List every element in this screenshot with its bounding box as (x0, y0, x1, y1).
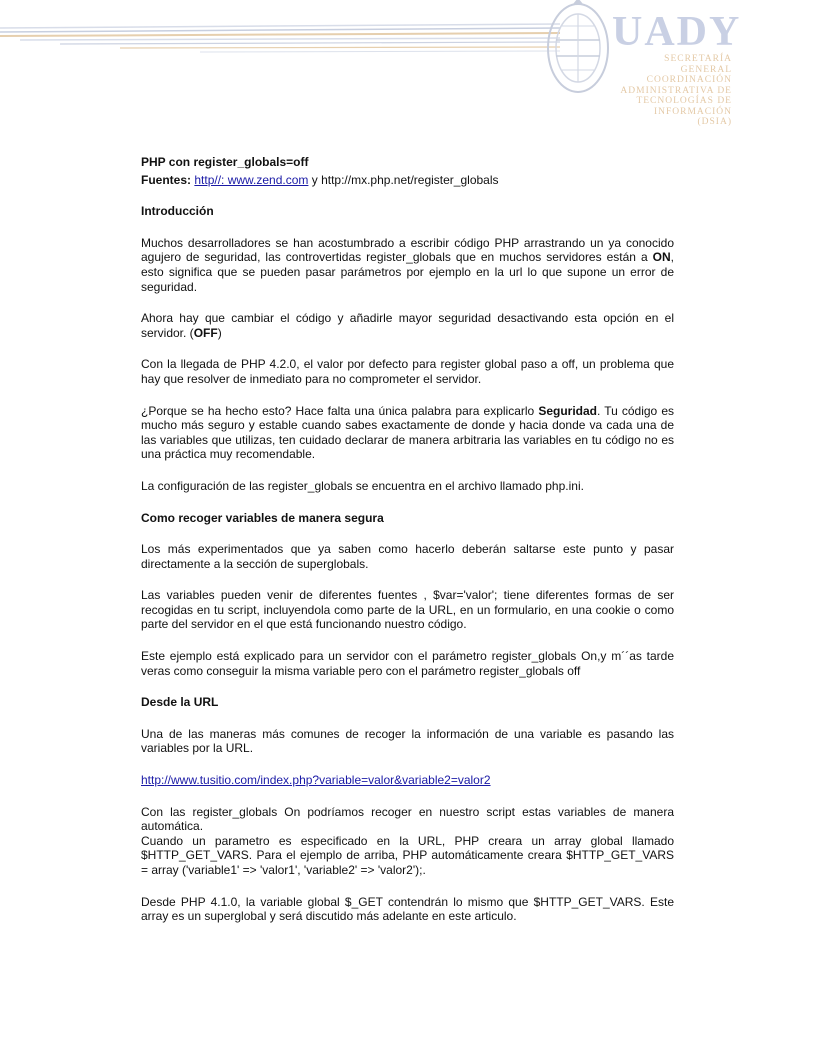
sources-label: Fuentes: (141, 172, 192, 187)
paragraph-text: ¿Porque se ha hecho esto? Hace falta una única palabra para explicarlo (141, 403, 539, 418)
paragraph: Con las register_globals On podríamos recoger en nuestro script estas variables de manera automática. (141, 804, 674, 834)
office-line: ADMINISTRATIVA DE (620, 85, 732, 96)
sources-line (141, 173, 674, 188)
example-url-link[interactable]: http://www.tusitio.com/index.php?variable=valor&variable2=valor2 (141, 773, 491, 788)
emphasis-seguridad: Seguridad (538, 403, 598, 418)
paragraph-text: Muchos desarrolladores se han acostumbrado a escribir código PHP arrastrando un ya conocido agujero de seguridad, las controvertidas register_globals que en muchos servidores están a (141, 235, 674, 265)
paragraph-text: Ahora hay que cambiar el código y añadirle mayor seguridad desactivando esta opción en el servidor. ( (141, 311, 674, 340)
paragraph: Este ejemplo está explicado para un servidor con el parámetro register_globals On,y m´´as tarde veras como conseguir la misma variable pero con el parámetro register_globals off (141, 649, 674, 678)
office-name (612, 54, 732, 128)
office-line: INFORMACIÓN (653, 106, 732, 117)
university-seal-icon (548, 0, 608, 92)
sources-rest: y http://mx.php.net/register_globals (308, 172, 499, 187)
paragraph (141, 236, 674, 294)
example-url-paragraph (141, 773, 674, 788)
document-body (141, 155, 674, 924)
office-line: TECNOLOGÍAS DE (636, 96, 732, 106)
heading-from-url: Desde la URL (141, 695, 219, 710)
paragraph (141, 404, 674, 462)
office-line: GENERAL (680, 64, 732, 75)
paragraph: Una de las maneras más comunes de recoger la información de una variable es pasando las variables por la URL. (141, 726, 674, 756)
heading-introduction: Introducción (141, 204, 214, 219)
document-title: PHP con register_globals=off (141, 155, 309, 169)
header-stripes (0, 24, 560, 52)
paragraph-text: , esto significa que se pueden pasar parámetros por ejemplo en la url lo que supone un error de seguridad. (141, 250, 674, 294)
uady-logo: UADY (612, 9, 742, 55)
office-line: COORDINACIÓN (646, 75, 732, 85)
paragraph: Las variables pueden venir de diferentes fuentes , $var='valor'; tiene diferentes formas de ser recogidas en tu script, incluyendola como parte de la URL, en un formulario, en una cookie o como parte del servidor en el que está funcionando nuestro código. (141, 588, 674, 632)
paragraph: Desde PHP 4.1.0, la variable global $_GET contendrán lo mismo que $HTTP_GET_VARS. Este array es un superglobal y será discutido más adelante en este articulo. (141, 894, 674, 924)
paragraph: La configuración de las register_globals se encuentra en el archivo llamado php.ini. (141, 478, 584, 493)
paragraph-text: ) (217, 325, 222, 340)
paragraph: Cuando un parametro es especificado en la URL, PHP creara un array global llamado $HTTP_GET_VARS. Para el ejemplo de arriba, PHP automáticamente creara $HTTP_GET_VARS = array ('variable1' => 'valor1', 'variable2' => 'valor2');. (141, 833, 674, 877)
logo-block (612, 9, 742, 128)
paragraph (141, 311, 674, 340)
zend-link[interactable]: http//: www.zend.com (194, 172, 309, 187)
office-line: (DSIA) (697, 117, 732, 127)
emphasis-on: ON (652, 250, 671, 265)
paragraph: Con la llegada de PHP 4.2.0, el valor por defecto para register global paso a off, un problema que hay que resolver de inmediato para no comprometer el servidor. (141, 357, 674, 386)
office-line: SECRETARÍA (664, 54, 732, 64)
emphasis-off: OFF (193, 325, 218, 340)
heading-collect-variables: Como recoger variables de manera segura (141, 510, 384, 525)
paragraph-text: . Tu código es mucho más seguro y estable cuando sabes exactamente de donde y hacia donde va cada una de las variables que utilizas, ten cuidado declarar de manera arbitraria las variables en tu código no es una práctica muy recomendable. (141, 403, 674, 462)
paragraph: Los más experimentados que ya saben como hacerlo deberán saltarse este punto y pasar directamente a la sección de superglobals. (141, 542, 674, 571)
